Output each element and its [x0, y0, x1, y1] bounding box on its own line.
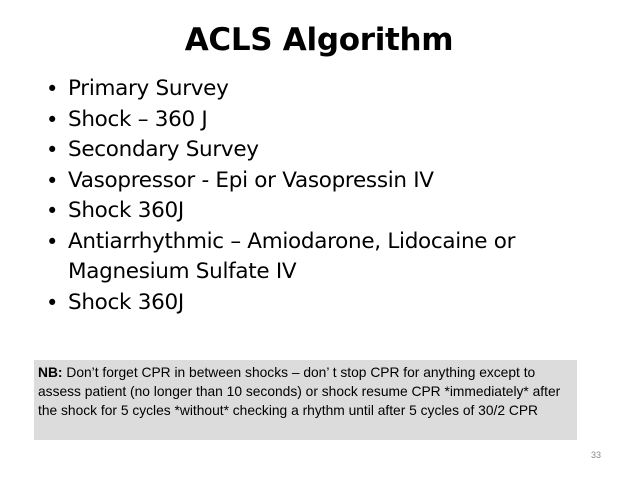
bullet-item — [46, 196, 606, 227]
bullet-icon: • — [46, 168, 59, 193]
bullet-text: Secondary Survey — [68, 137, 259, 162]
note-box — [34, 360, 577, 440]
bullet-item — [46, 288, 606, 319]
bullet-icon: • — [46, 199, 59, 223]
bullet-item — [46, 74, 606, 105]
note-text: Don’t forget CPR in between shocks – don’ t stop CPR for anything except to assess patient (no longer than 10 seconds) or shock resume CPR *immediately* after the shock for 5 cycles *without* checking a rhythm until after 5 cycles of 30/2 CPR — [38, 365, 561, 418]
bullet-text: Antiarrhythmic – Amiodarone, Lidocaine or Magnesium Sulfate IV — [68, 228, 516, 284]
bullet-icon: • — [46, 290, 59, 315]
bullet-item — [46, 227, 606, 288]
page-number: 33 — [590, 450, 601, 460]
bullet-item — [46, 166, 606, 197]
bullet-icon: • — [46, 229, 59, 254]
bullet-text: Shock – 360 J — [68, 106, 208, 132]
bullet-list — [46, 74, 606, 318]
bullet-icon: • — [46, 77, 59, 101]
bullet-text: Vasopressor - Epi or Vasopressin IV — [68, 167, 434, 193]
bullet-text: Primary Survey — [68, 76, 229, 101]
bullet-item — [46, 105, 606, 136]
slide-title: ACLS Algorithm — [184, 22, 454, 58]
bullet-text: Shock 360J — [68, 198, 184, 223]
bullet-icon: • — [46, 138, 59, 162]
bullet-icon: • — [46, 107, 59, 132]
bullet-item — [46, 135, 606, 166]
bullet-text: Shock 360J — [68, 289, 184, 315]
note-label: NB: — [38, 365, 63, 380]
